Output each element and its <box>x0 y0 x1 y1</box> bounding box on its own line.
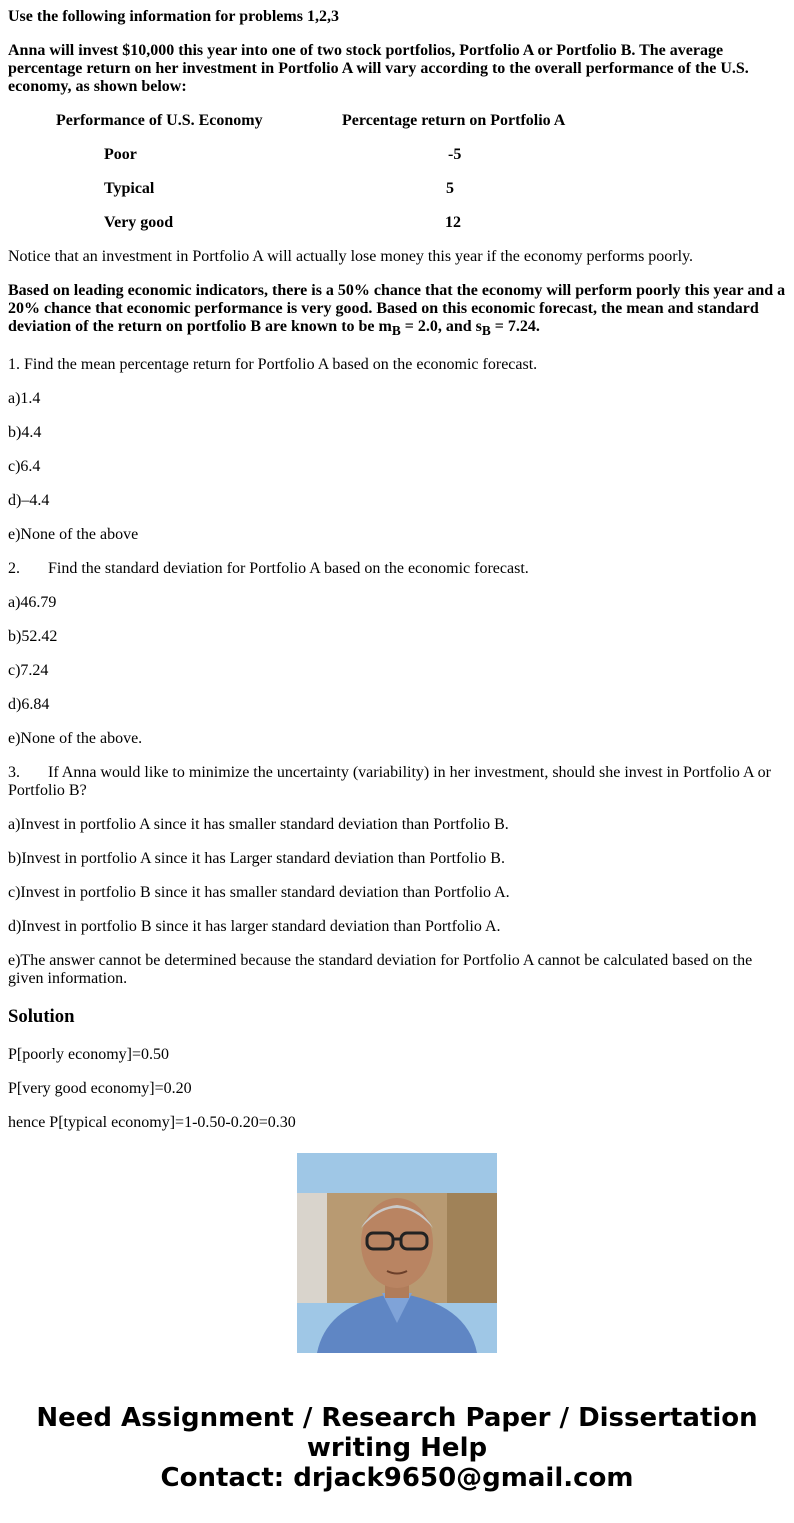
table-header-row <box>8 112 788 130</box>
q3-option-b: b)Invest in portfolio A since it has Larger standard deviation than Portfolio B. <box>8 850 505 868</box>
forecast-text <box>8 282 788 340</box>
return-cell: 5 <box>446 180 454 197</box>
question-1: 1. Find the mean percentage return for Portfolio A based on the economic forecast. <box>8 356 538 374</box>
performance-cell: Very good <box>104 214 174 231</box>
question-number: 3. <box>8 764 20 782</box>
q2-option-c: c)7.24 <box>8 662 49 680</box>
contact-banner <box>0 1403 794 1493</box>
cta-line: Need Assignment / Research Paper / Dissertation <box>36 1403 758 1433</box>
avatar-photo <box>297 1153 497 1353</box>
question-text: Find the standard deviation for Portfolio A based on the economic forecast. <box>48 560 529 578</box>
q1-option-c: c)6.4 <box>8 458 41 476</box>
solution-line: P[very good economy]=0.20 <box>8 1080 192 1098</box>
question-2 <box>8 560 788 578</box>
question-text: If Anna would like to minimize the uncertainty (variability) in her investment, should she invest in Portfolio A or Portfolio B? <box>8 764 771 800</box>
table-row <box>8 214 788 232</box>
q3-option-e: e)The answer cannot be determined because the standard deviation for Portfolio A cannot be calculated based on the given information. <box>8 952 753 988</box>
avatar <box>297 1153 497 1353</box>
q1-option-e: e)None of the above <box>8 526 139 544</box>
solution-line: hence P[typical economy]=1-0.50-0.20=0.30 <box>8 1114 296 1132</box>
forecast-main: Based on leading economic indicators, there is a 50% chance that the economy will perform poorly this year and a 20% chance that economic performance is very good. Based on this economic forecast, the mean and standard deviation of the return on portfolio B are known to be m <box>8 282 786 335</box>
question-3 <box>8 764 788 800</box>
return-cell: 12 <box>445 214 461 231</box>
contact-email: Contact: drjack9650@gmail.com <box>160 1463 634 1493</box>
q3-option-c: c)Invest in portfolio B since it has smaller standard deviation than Portfolio A. <box>8 884 510 902</box>
q2-option-a: a)46.79 <box>8 594 57 612</box>
document-content <box>8 0 788 1132</box>
solution-heading: Solution <box>8 1006 75 1028</box>
table-row <box>8 146 788 164</box>
subscript-b: B <box>391 323 401 339</box>
q2-option-b: b)52.42 <box>8 628 58 646</box>
returns-table <box>8 112 788 232</box>
return-cell: -5 <box>448 146 462 163</box>
q2-option-d: d)6.84 <box>8 696 50 714</box>
q1-option-b: b)4.4 <box>8 424 42 442</box>
table-row <box>8 180 788 198</box>
q3-option-d: d)Invest in portfolio B since it has larger standard deviation than Portfolio A. <box>8 918 501 936</box>
table-header-performance: Performance of U.S. Economy <box>56 112 263 129</box>
forecast-end: = 7.24. <box>490 318 540 335</box>
scenario-text: Anna will invest $10,000 this year into one of two stock portfolios, Portfolio A or Portfolio B. The average percentage return on her investment in Portfolio A will vary according to the overall performance of the U.S. economy, as shown below: <box>8 42 749 95</box>
question-number: 2. <box>8 560 20 578</box>
forecast-mid: = 2.0, and s <box>400 318 482 335</box>
q2-option-e: e)None of the above. <box>8 730 143 748</box>
q3-option-a: a)Invest in portfolio A since it has smaller standard deviation than Portfolio B. <box>8 816 509 834</box>
cta-line: writing Help <box>306 1433 488 1463</box>
performance-cell: Poor <box>104 146 137 163</box>
table-header-return: Percentage return on Portfolio A <box>342 112 566 129</box>
notice-text: Notice that an investment in Portfolio A will actually lose money this year if the economy performs poorly. <box>8 248 694 265</box>
promo-footer <box>0 1130 794 1523</box>
performance-cell: Typical <box>104 180 155 197</box>
q1-option-a: a)1.4 <box>8 390 41 408</box>
subscript-b: B <box>481 323 491 339</box>
solution-line: P[poorly economy]=0.50 <box>8 1046 169 1064</box>
intro-text: Use the following information for problems 1,2,3 <box>8 8 339 25</box>
q1-option-d: d)–4.4 <box>8 492 50 510</box>
